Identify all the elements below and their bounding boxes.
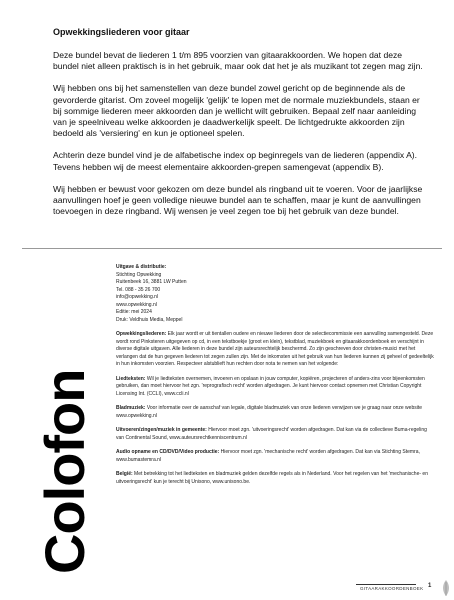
section-text: Wil je liedteksten overnemen, invoeren en opslaan in jouw computer, kopiëren, projecteren of anders-zins voor bijeenkomsten gebruiken, dan moet hiervoor het zgn. 'reprografisch recht' worden afgedragen. Je kunt hiervoor contact opnemen met Christian Copyright Licensing Int. (CCLI), www.ccli.nl [116, 375, 425, 397]
publisher-line: www.opwekking.nl [116, 301, 157, 308]
intro-paragraph: Wij hebben er bewust voor gekozen om deze bundel als ringband uit te voeren. Voor de jaarlijkse aanvullingen hoef je geen volledige nieuwe bundel aan te schaffen, maar je kunt de aanvullingen toevoegen in deze ringband. Wij wensen je veel zegen toe bij het gebruik van deze bundel. [53, 183, 423, 217]
section-label: Bladmuziek: [116, 405, 146, 411]
colofon-heading: Colofon [33, 369, 96, 574]
colofon-block [116, 264, 434, 486]
footer-label: GITAARAKKOORDENBOEK [360, 586, 424, 591]
section-label: Opwekkingsliederen: [116, 331, 167, 337]
footer-rule [356, 584, 416, 585]
section-divider [22, 248, 442, 249]
intro-paragraph: Achterin deze bundel vind je de alfabetische index op beginregels van de liederen (appendix A). Tevens hebben wij de meest elementaire akkoorden-grepen samengevat (appendix B). [53, 150, 418, 172]
section-label: Liedteksten: [116, 375, 146, 382]
intro-paragraph: Wij hebben ons bij het samenstellen van deze bundel zowel gericht op de beginnende als de gevorderde gitarist. Om zoveel mogelijk 'gelijk' te lopen met de normale muziekbundels, staan er bij sommige liederen meer akkoorden dan je wellicht wilt gebruiken. Bepaal zelf naar aanleiding van je speelniveau welke akkoorden je daadwerkelijk speelt. De lichtgedrukte akkoorden zijn bedoeld als 'versiering' en kun je optioneel spelen. [53, 83, 420, 139]
section-label: Uitvoeren/zingen/muziek in gemeente: [116, 427, 207, 433]
section-text: Elk jaar wordt er uit tientallen oudere en nieuwe liederen door de selectiecommissie een aanvulling samengesteld. Deze wordt rond Pinksteren uitgegeven op cd, in een tekstboekje (groot en klein), tekstblad, muziekboek en gitaarakkoordenboek en verschijnt in diverse digitale uitgaven. Alle liederen in deze bundel zijn auteursrechtelijk beschermd. Zo zijn geschreven door christen-musici met het verlangen dat de hun gegeven liederen tot zegen zullen zijn. Met de inkomsten uit het gebruik van hun liederen kunnen zij geheel of gedeeltelijk in hun inkomsten voorzien. Respecteer alstublieft hun rechten door nota te nemen van het volgende: [116, 331, 434, 367]
colofon-section [116, 376, 434, 399]
page-number: 1 [428, 583, 432, 589]
section-text: Hiervoor moet zgn. 'uitvoeringsrecht' worden afgedragen. Dat kan via de collectieve Buma-regeling van Continental Sound, www.auteursrechtkenniscentrum.nl [116, 427, 427, 441]
publisher-line: info@opwekking.nl [116, 294, 159, 300]
page-title: Opwekkingsliederen voor gitaar [53, 27, 190, 37]
colofon-section [116, 331, 434, 369]
publisher-heading: Uitgave & distributie: [116, 264, 167, 270]
publisher-line: Druk: Veldhuis Media, Meppel [116, 316, 183, 323]
publisher-line: Stichting Opwekking [116, 271, 162, 278]
colofon-section [116, 405, 434, 420]
colofon-section [116, 471, 434, 486]
colofon-section [116, 449, 434, 464]
publisher-line: Editie: mei 2024 [116, 309, 152, 315]
section-text: Voor informatie over de aanschaf van legale, digitale bladmuziek van onze liederen verwijzen we je graag naar onze website www.opwekking.nl [116, 405, 423, 419]
leaf-icon [441, 579, 451, 597]
section-label: België: [116, 471, 133, 477]
publisher-line: Ruitenbeek 16, 3881 LW Putten [116, 279, 187, 285]
publisher-info [116, 264, 434, 324]
publisher-line: Tel. 088 - 35 26 700 [116, 286, 161, 293]
colofon-section [116, 427, 434, 442]
section-label: Audio opname en CD/DVD/Video productie: [116, 449, 220, 455]
intro-text [53, 50, 425, 228]
section-text: Met betrekking tot het liedteksten en bladmuziek gelden dezelfde regels als in Nederland. Voor het regelen van het 'mechanische- en uitvoeringsrecht' kun je terecht bij Unisono, www.unisono.be. [116, 471, 428, 485]
intro-paragraph: Deze bundel bevat de liederen 1 t/m 895 voorzien van gitaarakkoorden. We hopen dat deze bundel niet alleen praktisch is in het gebruik, maar ook dat het je als muzikant tot zegen mag zijn. [53, 50, 423, 72]
section-text: Hiervoor moet zgn. 'mechanische recht' worden afgedragen. Dat kan via Stichting Stemra, www.bumastemra.nl [116, 449, 420, 463]
